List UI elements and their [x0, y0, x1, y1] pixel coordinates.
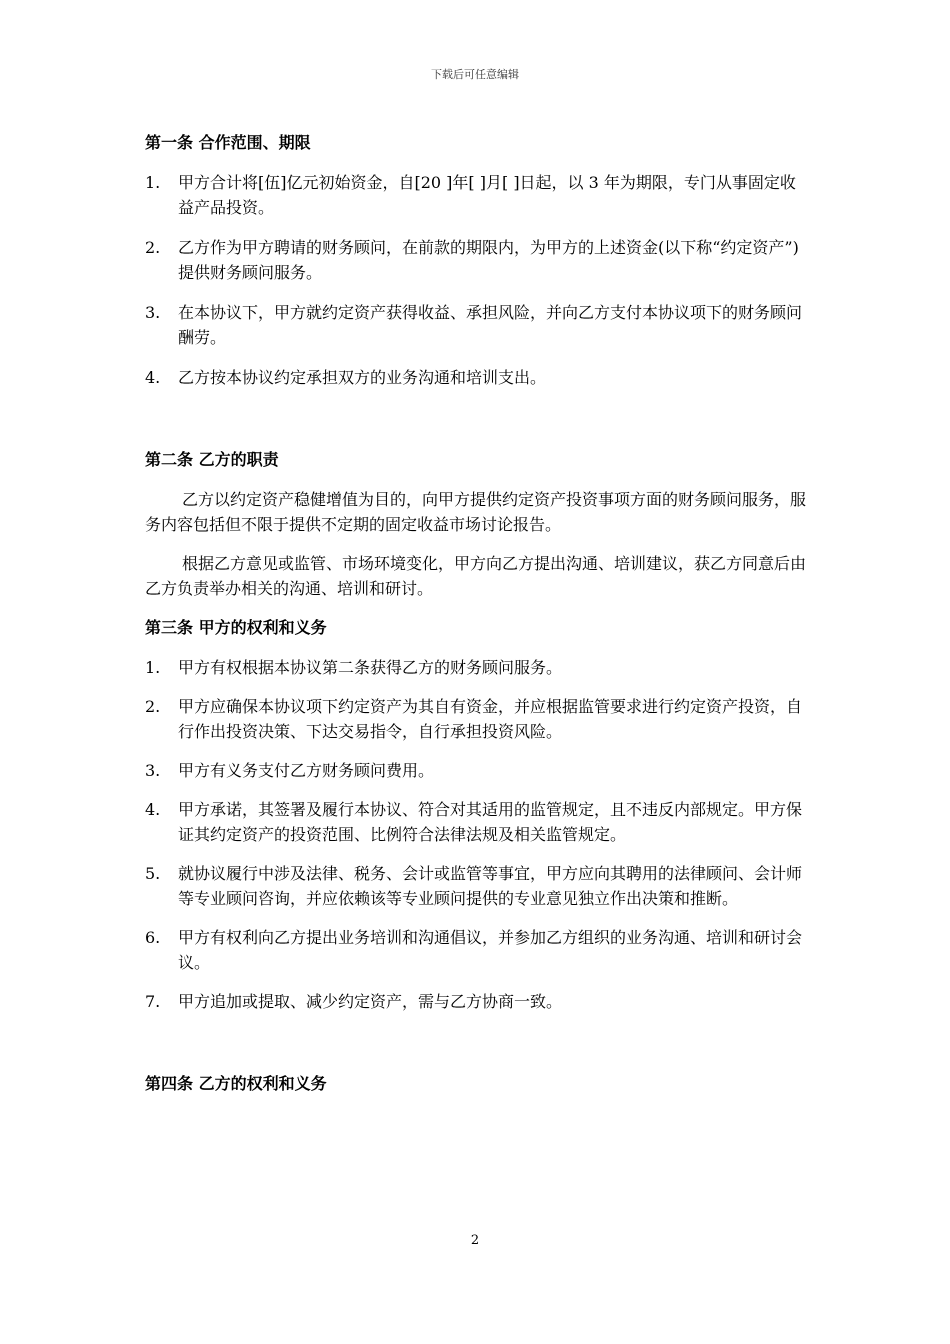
section-2-title: 第二条 乙方的职责 [145, 450, 279, 469]
list-item: 1. 甲方有权根据本协议第二条获得乙方的财务顾问服务。 [145, 658, 563, 677]
list-item: 7. 甲方追加或提取、减少约定资产，需与乙方协商一致。 [145, 992, 563, 1011]
list-item: 4. 乙方按本协议约定承担双方的业务沟通和培训支出。 [145, 368, 547, 387]
section-4-title: 第四条 乙方的权利和义务 [145, 1074, 327, 1093]
list-item: 4. 甲方承诺，其签署及履行本协议、符合对其适用的监管规定，且不违反内部规定。甲方保证其约定资产的投资范围、比例符合法律法规及相关监管规定。 [145, 800, 803, 844]
section-3-list [145, 655, 810, 1014]
list-item: 3. 在本协议下，甲方就约定资产获得收益、承担风险，并向乙方支付本协议项下的财务顾问酬劳。 [145, 303, 803, 347]
section-1-title: 第一条 合作范围、期限 [145, 133, 311, 152]
list-item: 2. 甲方应确保本协议项下约定资产为其自有资金，并应根据监管要求进行约定资产投资，自行作出投资决策、下达交易指令，自行承担投资风险。 [145, 697, 803, 741]
section-3-title: 第三条 甲方的权利和义务 [145, 618, 327, 637]
list-item: 2. 乙方作为甲方聘请的财务顾问，在前款的期限内，为甲方的上述资金(以下称“约定资产”) 提供财务顾问服务。 [145, 238, 799, 282]
document-body [145, 130, 810, 1096]
page-number: 2 [470, 1233, 480, 1248]
page-header: 下载后可任意编辑 [431, 68, 519, 81]
list-item: 3. 甲方有义务支付乙方财务顾问费用。 [145, 761, 435, 780]
list-item: 5. 就协议履行中涉及法律、税务、会计或监管等事宜，甲方应向其聘用的法律顾问、会计师等专业顾问咨询，并应依赖该等专业顾问提供的专业意见独立作出决策和推断。 [145, 864, 803, 908]
list-item: 6. 甲方有权利向乙方提出业务培训和沟通倡议，并参加乙方组织的业务沟通、培训和研讨会议。 [145, 928, 803, 972]
list-item: 1. 甲方合计将[伍]亿元初始资金，自[20 ]年[ ]月[ ]日起，以 3 年为期限，专门从事固定收益产品投资。 [145, 173, 796, 217]
section-1-list [145, 170, 810, 390]
section-2-paragraph-2: 根据乙方意见或监管、市场环境变化，甲方向乙方提出沟通、培训建议，获乙方同意后由乙方负责举办相关的沟通、培训和研讨。 [145, 554, 807, 598]
section-2-paragraph-1: 乙方以约定资产稳健增值为目的，向甲方提供约定资产投资事项方面的财务顾问服务，服务内容包括但不限于提供不定期的固定收益市场讨论报告。 [145, 490, 807, 534]
